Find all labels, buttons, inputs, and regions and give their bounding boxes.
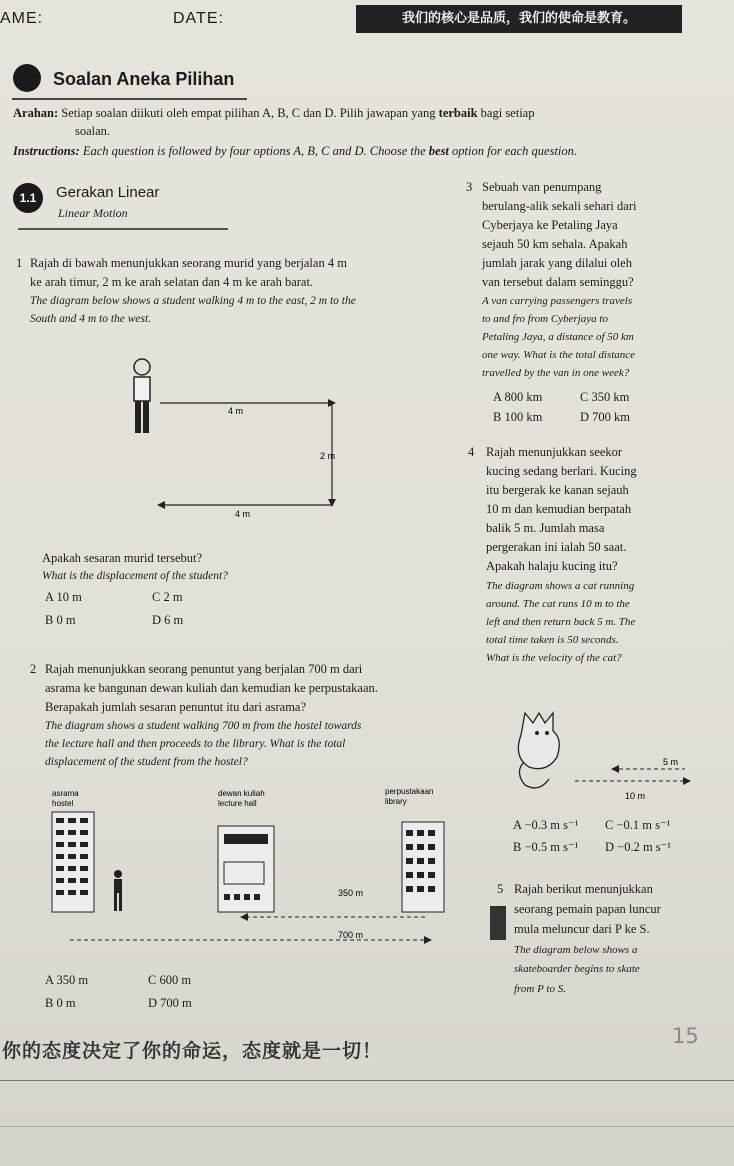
q4-english-line5: What is the velocity of the cat? [486, 652, 622, 664]
q3-option-c[interactable]: C 350 km [580, 390, 630, 404]
q3-malay-line1: Sebuah van penumpang [482, 180, 602, 194]
arahan-text: Setiap soalan diikuti oleh empat pilihan A, B, C dan D. Pilih jawapan yang [61, 106, 436, 120]
school-motto-banner: 我们的核心是品质，我们的使命是教育。 [356, 5, 682, 33]
q1-number: 1 [16, 256, 23, 270]
q2-malay-line2: asrama ke bangunan dewan kuliah dan kemudian ke perpustakaan. [45, 681, 378, 695]
qr-code-icon [490, 906, 506, 940]
date-label: DATE: [173, 10, 224, 27]
west-arrowhead-icon [157, 501, 165, 509]
instr-end: option for each question. [452, 144, 578, 158]
q3-malay-line2: berulang-alik sekali sehari dari [482, 199, 637, 213]
q2-number: 2 [30, 662, 37, 676]
q2-building-diagram [40, 782, 480, 952]
chapter-number-badge: 1.1 [13, 183, 43, 213]
q4-10m-label: 10 m [625, 791, 646, 801]
q3-malay-line5: jumlah jarak yang dilalui oleh [482, 256, 632, 270]
q5-malay-line2: seorang pemain papan luncur [514, 902, 661, 916]
q5-english-line1: The diagram below shows a [514, 944, 638, 956]
arahan-instructions [13, 104, 713, 122]
q4-english-line1: The diagram shows a cat running [486, 580, 635, 592]
q4-5m-arrowhead-icon [611, 765, 619, 773]
q3-option-d[interactable]: D 700 km [580, 410, 630, 424]
q3-english-line1: A van carrying passengers travels [482, 295, 633, 307]
q1-bottom-label: 4 m [235, 509, 251, 519]
lecture-hall-building-icon [218, 826, 274, 912]
q3-english-line4: one way. What is the total distance [482, 349, 636, 361]
q3-malay-line6: van tersebut dalam seminggu? [482, 275, 634, 289]
q4-malay-line2: kucing sedang berlari. Kucing [486, 464, 637, 478]
english-instructions [13, 142, 723, 160]
q4-number: 4 [468, 445, 475, 459]
q1-ask-english: What is the displacement of the student? [42, 570, 228, 582]
q5-english-line2: skateboarder begins to skate [514, 963, 640, 975]
footer-divider-2 [0, 1126, 734, 1127]
chapter-underline [18, 228, 228, 230]
q4-option-b[interactable]: B −0.5 m s⁻¹ [513, 840, 579, 854]
q5-malay-line3: mula meluncur dari P ke S. [514, 922, 650, 936]
arahan-line2: soalan. [75, 124, 111, 138]
q4-cat-diagram [505, 705, 705, 805]
student-figure-icon [134, 359, 150, 433]
q5-number: 5 [497, 882, 504, 896]
arahan-end: bagi setiap [480, 106, 535, 120]
q2-option-b[interactable]: B 0 m [45, 996, 76, 1010]
q4-english-line4: total time taken is 50 seconds. [486, 634, 619, 646]
instr-bold: best [428, 144, 449, 158]
q2-malay-line1: Rajah menunjukkan seorang penuntut yang berjalan 700 m dari [45, 662, 363, 676]
q3-english-line3: Petaling Jaya, a distance of 50 km [482, 331, 634, 343]
q2-malay-line3: Berapakah jumlah sesaran penuntut itu dari asrama? [45, 700, 307, 714]
chapter-subtitle: Linear Motion [58, 206, 128, 220]
footer-motto: 你的态度决定了你的命运，态度就是一切！ [2, 1040, 383, 1062]
q1-side-label: 2 m [320, 451, 336, 461]
library-building-icon [402, 822, 444, 912]
instr-label: Instructions: [13, 144, 80, 158]
q4-option-a[interactable]: A −0.3 m s⁻¹ [513, 818, 579, 832]
q2-english-line1: The diagram shows a student walking 700 m from the hostel towards [45, 720, 362, 732]
title-underline [12, 98, 247, 100]
q3-option-b[interactable]: B 100 km [493, 410, 543, 424]
q5-english-line3: from P to S. [514, 983, 566, 995]
q1-malay-line2: ke arah timur, 2 m ke arah selatan dan 4 m ke arah barat. [30, 275, 314, 289]
q2-350m-label: 350 m [338, 888, 364, 898]
q2-return-arrowhead-icon [240, 913, 248, 921]
q3-option-a[interactable]: A 800 km [493, 390, 543, 404]
q4-malay-line4: 10 m dan kemudian berpatah [486, 502, 632, 516]
chapter-title: Gerakan Linear [56, 184, 160, 201]
q2-english-line2: the lecture hall and then proceeds to the library. What is the total [45, 738, 346, 750]
q4-10m-arrowhead-icon [683, 777, 691, 785]
q4-option-c[interactable]: C −0.1 m s⁻¹ [605, 818, 671, 832]
section-bullet-icon [13, 64, 41, 92]
q5-malay-line1: Rajah berikut menunjukkan [514, 882, 653, 896]
q4-english-line2: around. The cat runs 10 m to the [486, 598, 630, 610]
arahan-label: Arahan: [13, 106, 59, 120]
q2-dewan-label: dewan kuliah [218, 789, 265, 798]
hostel-building-icon [52, 812, 94, 912]
q1-option-c[interactable]: C 2 m [152, 590, 183, 604]
student-figure-icon [114, 870, 122, 911]
instr-text: Each question is followed by four options A, B, C and D. Choose the [82, 144, 426, 158]
q1-walk-diagram [120, 355, 350, 525]
q4-malay-line7: Apakah halaju kucing itu? [486, 559, 618, 573]
q2-700m-arrowhead-icon [424, 936, 432, 944]
q3-english-line2: to and fro from Cyberjaya to [482, 313, 608, 325]
q1-ask-malay: Apakah sesaran murid tersebut? [42, 551, 203, 565]
q1-top-label: 4 m [228, 406, 244, 416]
q2-option-c[interactable]: C 600 m [148, 973, 192, 987]
q3-malay-line3: Cyberjaya ke Petaling Jaya [482, 218, 618, 232]
q2-hostel-label: hostel [52, 799, 74, 808]
q4-malay-line5: balik 5 m. Jumlah masa [486, 521, 605, 535]
q3-number: 3 [466, 180, 473, 194]
footer-divider [0, 1080, 734, 1081]
q4-english-line3: left and then return back 5 m. The [486, 616, 636, 628]
arahan-bold: terbaik [438, 106, 478, 120]
q2-asrama-label: asrama [52, 789, 79, 798]
q2-perpus-label: perpustakaan [385, 787, 434, 796]
q1-english-line1: The diagram below shows a student walking 4 m to the east, 2 m to the [30, 295, 356, 307]
q2-option-a[interactable]: A 350 m [45, 973, 89, 987]
q2-option-d[interactable]: D 700 m [148, 996, 192, 1010]
q4-malay-line6: pergerakan ini ialah 50 saat. [486, 540, 627, 554]
name-label: AME: [0, 10, 44, 27]
south-arrowhead-icon [328, 499, 336, 507]
q3-malay-line4: sejauh 50 km sehala. Apakah [482, 237, 628, 251]
section-title: Soalan Aneka Pilihan [53, 69, 235, 89]
q4-option-d[interactable]: D −0.2 m s⁻¹ [605, 840, 672, 854]
q1-option-b[interactable]: B 0 m [45, 613, 76, 627]
q1-english-line2: South and 4 m to the west. [30, 313, 152, 325]
q1-malay-line1: Rajah di bawah menunjukkan seorang murid yang berjalan 4 m [30, 256, 347, 270]
cat-icon [518, 713, 559, 788]
q4-5m-label: 5 m [663, 757, 679, 767]
page-number: 15 [672, 1024, 699, 1048]
q1-option-d[interactable]: D 6 m [152, 613, 184, 627]
q2-english-line3: displacement of the student from the hostel? [45, 756, 248, 768]
q2-lecture-label: lecture hall [218, 799, 257, 808]
q4-malay-line1: Rajah menunjukkan seekor [486, 445, 623, 459]
q3-english-line5: travelled by the van in one week? [482, 367, 630, 379]
q2-700m-label: 700 m [338, 930, 364, 940]
q1-option-a[interactable]: A 10 m [45, 590, 82, 604]
q2-library-label: library [385, 797, 407, 806]
q4-malay-line3: itu bergerak ke kanan sejauh [486, 483, 629, 497]
